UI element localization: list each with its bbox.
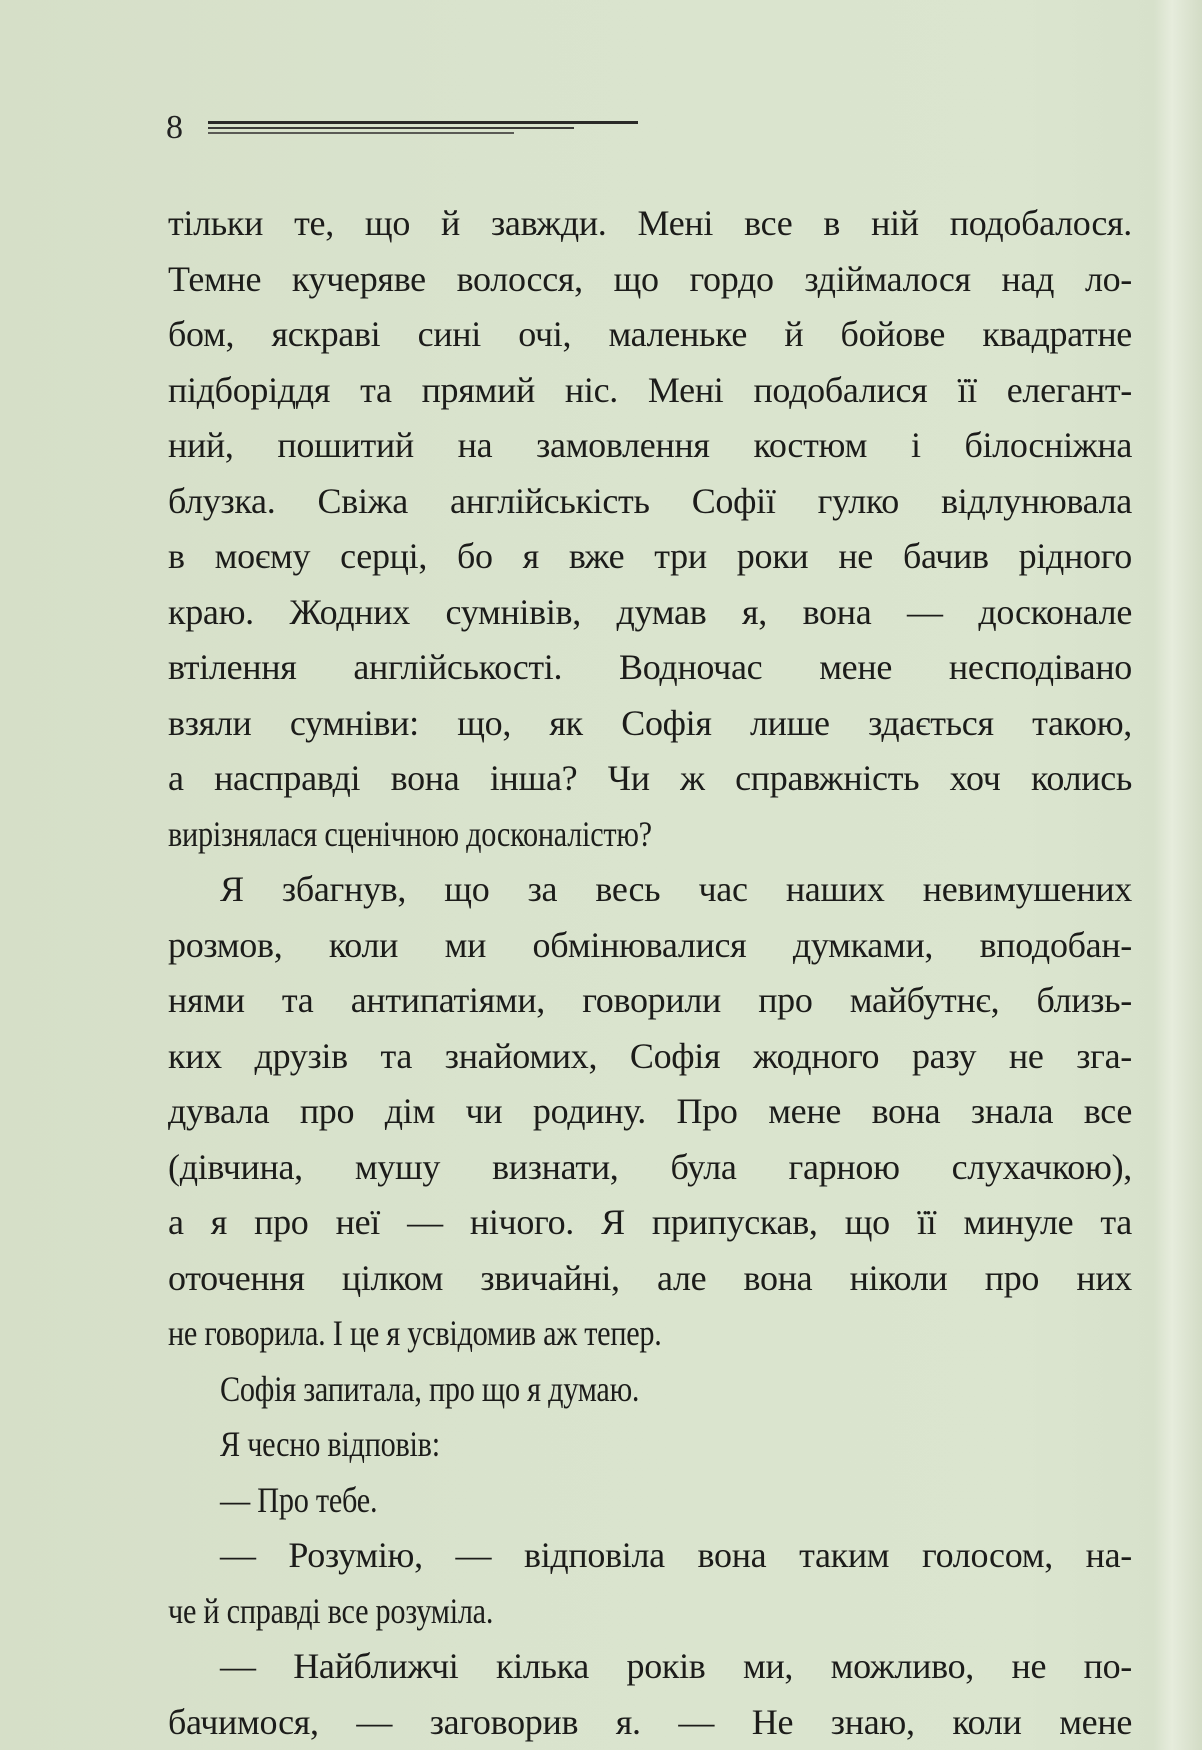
text-line: краю. Жодних сумнівів, думав я, вона — досконале [168,585,1132,641]
text-line: втілення англійськості. Водночас мене несподівано [168,640,1132,696]
text-line: не говорила. І це я усвідомив аж тепер. [168,1306,1132,1362]
page-header [166,108,686,148]
text-line: в моєму серці, бо я вже три роки не бачив рідного [168,529,1132,585]
text-line: бачимося, — заговорив я. — Не знаю, коли мене [168,1695,1132,1750]
text-line: Я збагнув, що за весь час наших невимушених [168,862,1132,918]
header-rule-top [208,121,638,124]
text-line: ких друзів та знайомих, Софія жодного разу не зга- [168,1029,1132,1085]
text-line: — Розумію, — відповіла вона таким голосом, на- [168,1528,1132,1584]
header-rule-middle [208,127,574,129]
text-line: взяли сумніви: що, як Софія лише здається такою, [168,696,1132,752]
text-line: блузка. Свіжа англійськість Софії гулко відлунювала [168,474,1132,530]
text-line: Темне кучеряве волосся, що гордо здіймалося над ло- [168,252,1132,308]
text-line: (дівчина, мушу визнати, була гарною слухачкою), [168,1140,1132,1196]
header-rule-bottom [208,132,514,134]
text-line: — Про тебе. [168,1473,1132,1529]
text-line: вирізнялася сценічною досконалістю? [168,807,1132,863]
text-line: — Найближчі кілька років ми, можливо, не по- [168,1639,1132,1695]
text-line: Я чесно відповів: [168,1417,1132,1473]
text-line: нями та антипатіями, говорили про майбутнє, близь- [168,973,1132,1029]
text-line: че й справді все розуміла. [168,1584,1132,1640]
text-line: а я про неї — нічого. Я припускав, що її минуле та [168,1195,1132,1251]
text-line: тільки те, що й завжди. Мені все в ній подобалося. [168,196,1132,252]
text-line: оточення цілком звичайні, але вона ніколи про них [168,1251,1132,1307]
page-number: 8 [166,108,183,148]
text-line: а насправді вона інша? Чи ж справжність хоч колись [168,751,1132,807]
text-line: розмов, коли ми обмінювалися думками, вподобан- [168,918,1132,974]
text-line: підборіддя та прямий ніс. Мені подобалися її елегант- [168,363,1132,419]
text-line: ний, пошитий на замовлення костюм і білосніжна [168,418,1132,474]
text-line: бом, яскраві сині очі, маленьке й бойове квадратне [168,307,1132,363]
page-body-text [168,196,1132,1750]
text-line: дувала про дім чи родину. Про мене вона знала все [168,1084,1132,1140]
text-line: Софія запитала, про що я думаю. [168,1362,1132,1418]
